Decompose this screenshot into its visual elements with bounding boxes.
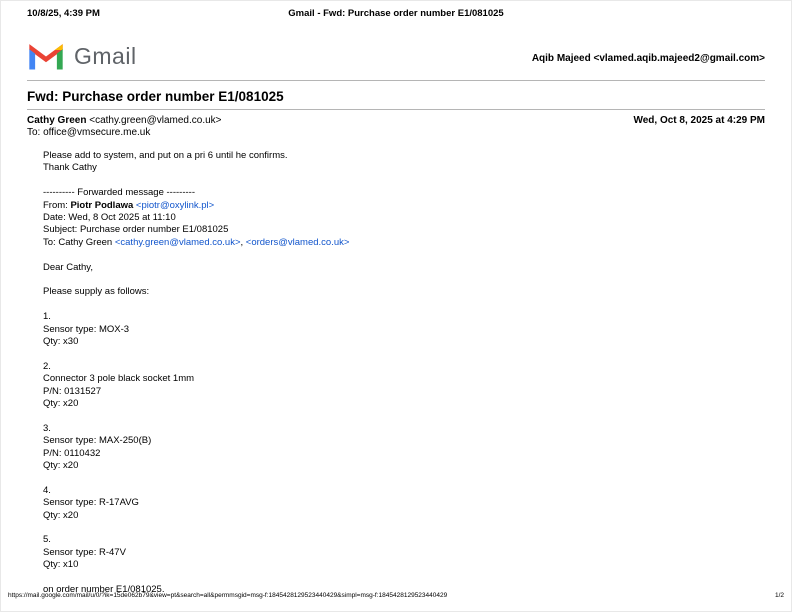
forwarded-subject-line	[43, 224, 762, 236]
body-line: P/N: 0110432	[43, 447, 101, 459]
forwarded-from-email-link[interactable]: <piotr@oxylink.pl>	[135, 199, 215, 211]
print-doc-title: Gmail - Fwd: Purchase order number E1/081025	[288, 8, 504, 19]
body-line: Qty: x20	[43, 398, 79, 410]
body-line: Qty: x20	[43, 460, 79, 472]
blank-line	[43, 410, 762, 422]
order-item	[43, 423, 762, 473]
sender-row	[27, 115, 765, 126]
forwarded-from-name: Piotr Podlawa	[70, 199, 134, 211]
body-line: Sensor type: R-47V	[43, 546, 126, 558]
body-line: 1.	[43, 311, 51, 323]
forwarded-to-name: Cathy Green	[58, 236, 113, 248]
order-item	[43, 534, 762, 571]
body-line: Sensor type: MAX-250(B)	[43, 435, 152, 447]
body-line: P/N: 0131527	[43, 385, 102, 397]
forwarded-to-email-link-2[interactable]: <orders@vlamed.co.uk>	[245, 236, 350, 248]
print-header	[0, 8, 792, 22]
body-line: Qty: x10	[43, 559, 79, 571]
email-subject: Fwd: Purchase order number E1/081025	[27, 89, 284, 104]
forwarded-divider: ---------- Forwarded message ---------	[43, 187, 195, 199]
forwarded-date-label: Date:	[43, 212, 66, 224]
blank-line	[43, 249, 762, 261]
order-item	[43, 361, 762, 411]
forwarded-subject-value: Purchase order number E1/081025	[79, 224, 229, 236]
divider-top	[27, 80, 765, 81]
body-line: Sensor type: R-17AVG	[43, 497, 139, 509]
greeting-line: Dear Cathy,	[43, 261, 93, 273]
body-line: Thank Cathy	[43, 162, 97, 174]
email-body	[43, 150, 762, 596]
supply-line: Please supply as follows:	[43, 286, 150, 298]
body-line: 2.	[43, 360, 51, 372]
blank-line	[43, 348, 762, 360]
divider-subject	[27, 109, 765, 110]
closing-line: on order number E1/081025.	[43, 584, 165, 596]
body-line: 3.	[43, 422, 51, 434]
body-line: Please add to system, and put on a pri 6 until he confirms.	[43, 150, 288, 161]
print-footer-url: https://mail.google.com/mail/u/0/?ik=15de062b79&view=pt&search=all&permmsgid=msg-f:1845428129523440429&simpl=msg-f:1845428129523440429	[8, 592, 448, 599]
print-page-indicator: 1/2	[774, 592, 784, 599]
body-line: Qty: x20	[43, 509, 79, 521]
blank-line	[43, 299, 762, 311]
sender-name: Cathy Green	[27, 115, 87, 126]
account-owner: Aqib Majeed <vlamed.aqib.majeed2@gmail.com>	[531, 53, 765, 64]
forwarded-to-separator: ,	[240, 236, 244, 248]
blank-line	[43, 472, 762, 484]
order-item	[43, 485, 762, 522]
email-date: Wed, Oct 8, 2025 at 4:29 PM	[633, 115, 765, 126]
sender-email: <cathy.green@vlamed.co.uk>	[89, 115, 222, 126]
gmail-masthead	[27, 42, 765, 76]
body-line: Connector 3 pole black socket 1mm	[43, 373, 195, 385]
blank-line	[43, 175, 762, 187]
blank-line	[43, 522, 762, 534]
forwarded-to-line	[43, 237, 762, 249]
forwarded-from-label: From:	[43, 199, 68, 211]
body-line: Sensor type: MOX-3	[43, 323, 130, 335]
body-line: 5.	[43, 534, 51, 546]
body-line: Qty: x30	[43, 336, 79, 348]
order-item	[43, 311, 762, 348]
gmail-logo-text: Gmail	[74, 43, 137, 69]
forwarded-from-line	[43, 200, 762, 212]
gmail-m-icon	[27, 42, 65, 71]
forwarded-to-email-link-1[interactable]: <cathy.green@vlamed.co.uk>	[114, 236, 241, 248]
body-line: 4.	[43, 484, 51, 496]
forwarded-subject-label: Subject:	[43, 224, 78, 236]
blank-line	[43, 274, 762, 286]
forwarded-date-value: Wed, 8 Oct 2025 at 11:10	[68, 212, 176, 224]
order-items	[43, 311, 762, 584]
recipient-line: To: office@vmsecure.me.uk	[27, 127, 151, 138]
print-datetime: 10/8/25, 4:39 PM	[27, 8, 100, 19]
blank-line	[43, 572, 762, 584]
forwarded-to-label: To:	[43, 236, 56, 248]
forwarded-date-line	[43, 212, 762, 224]
